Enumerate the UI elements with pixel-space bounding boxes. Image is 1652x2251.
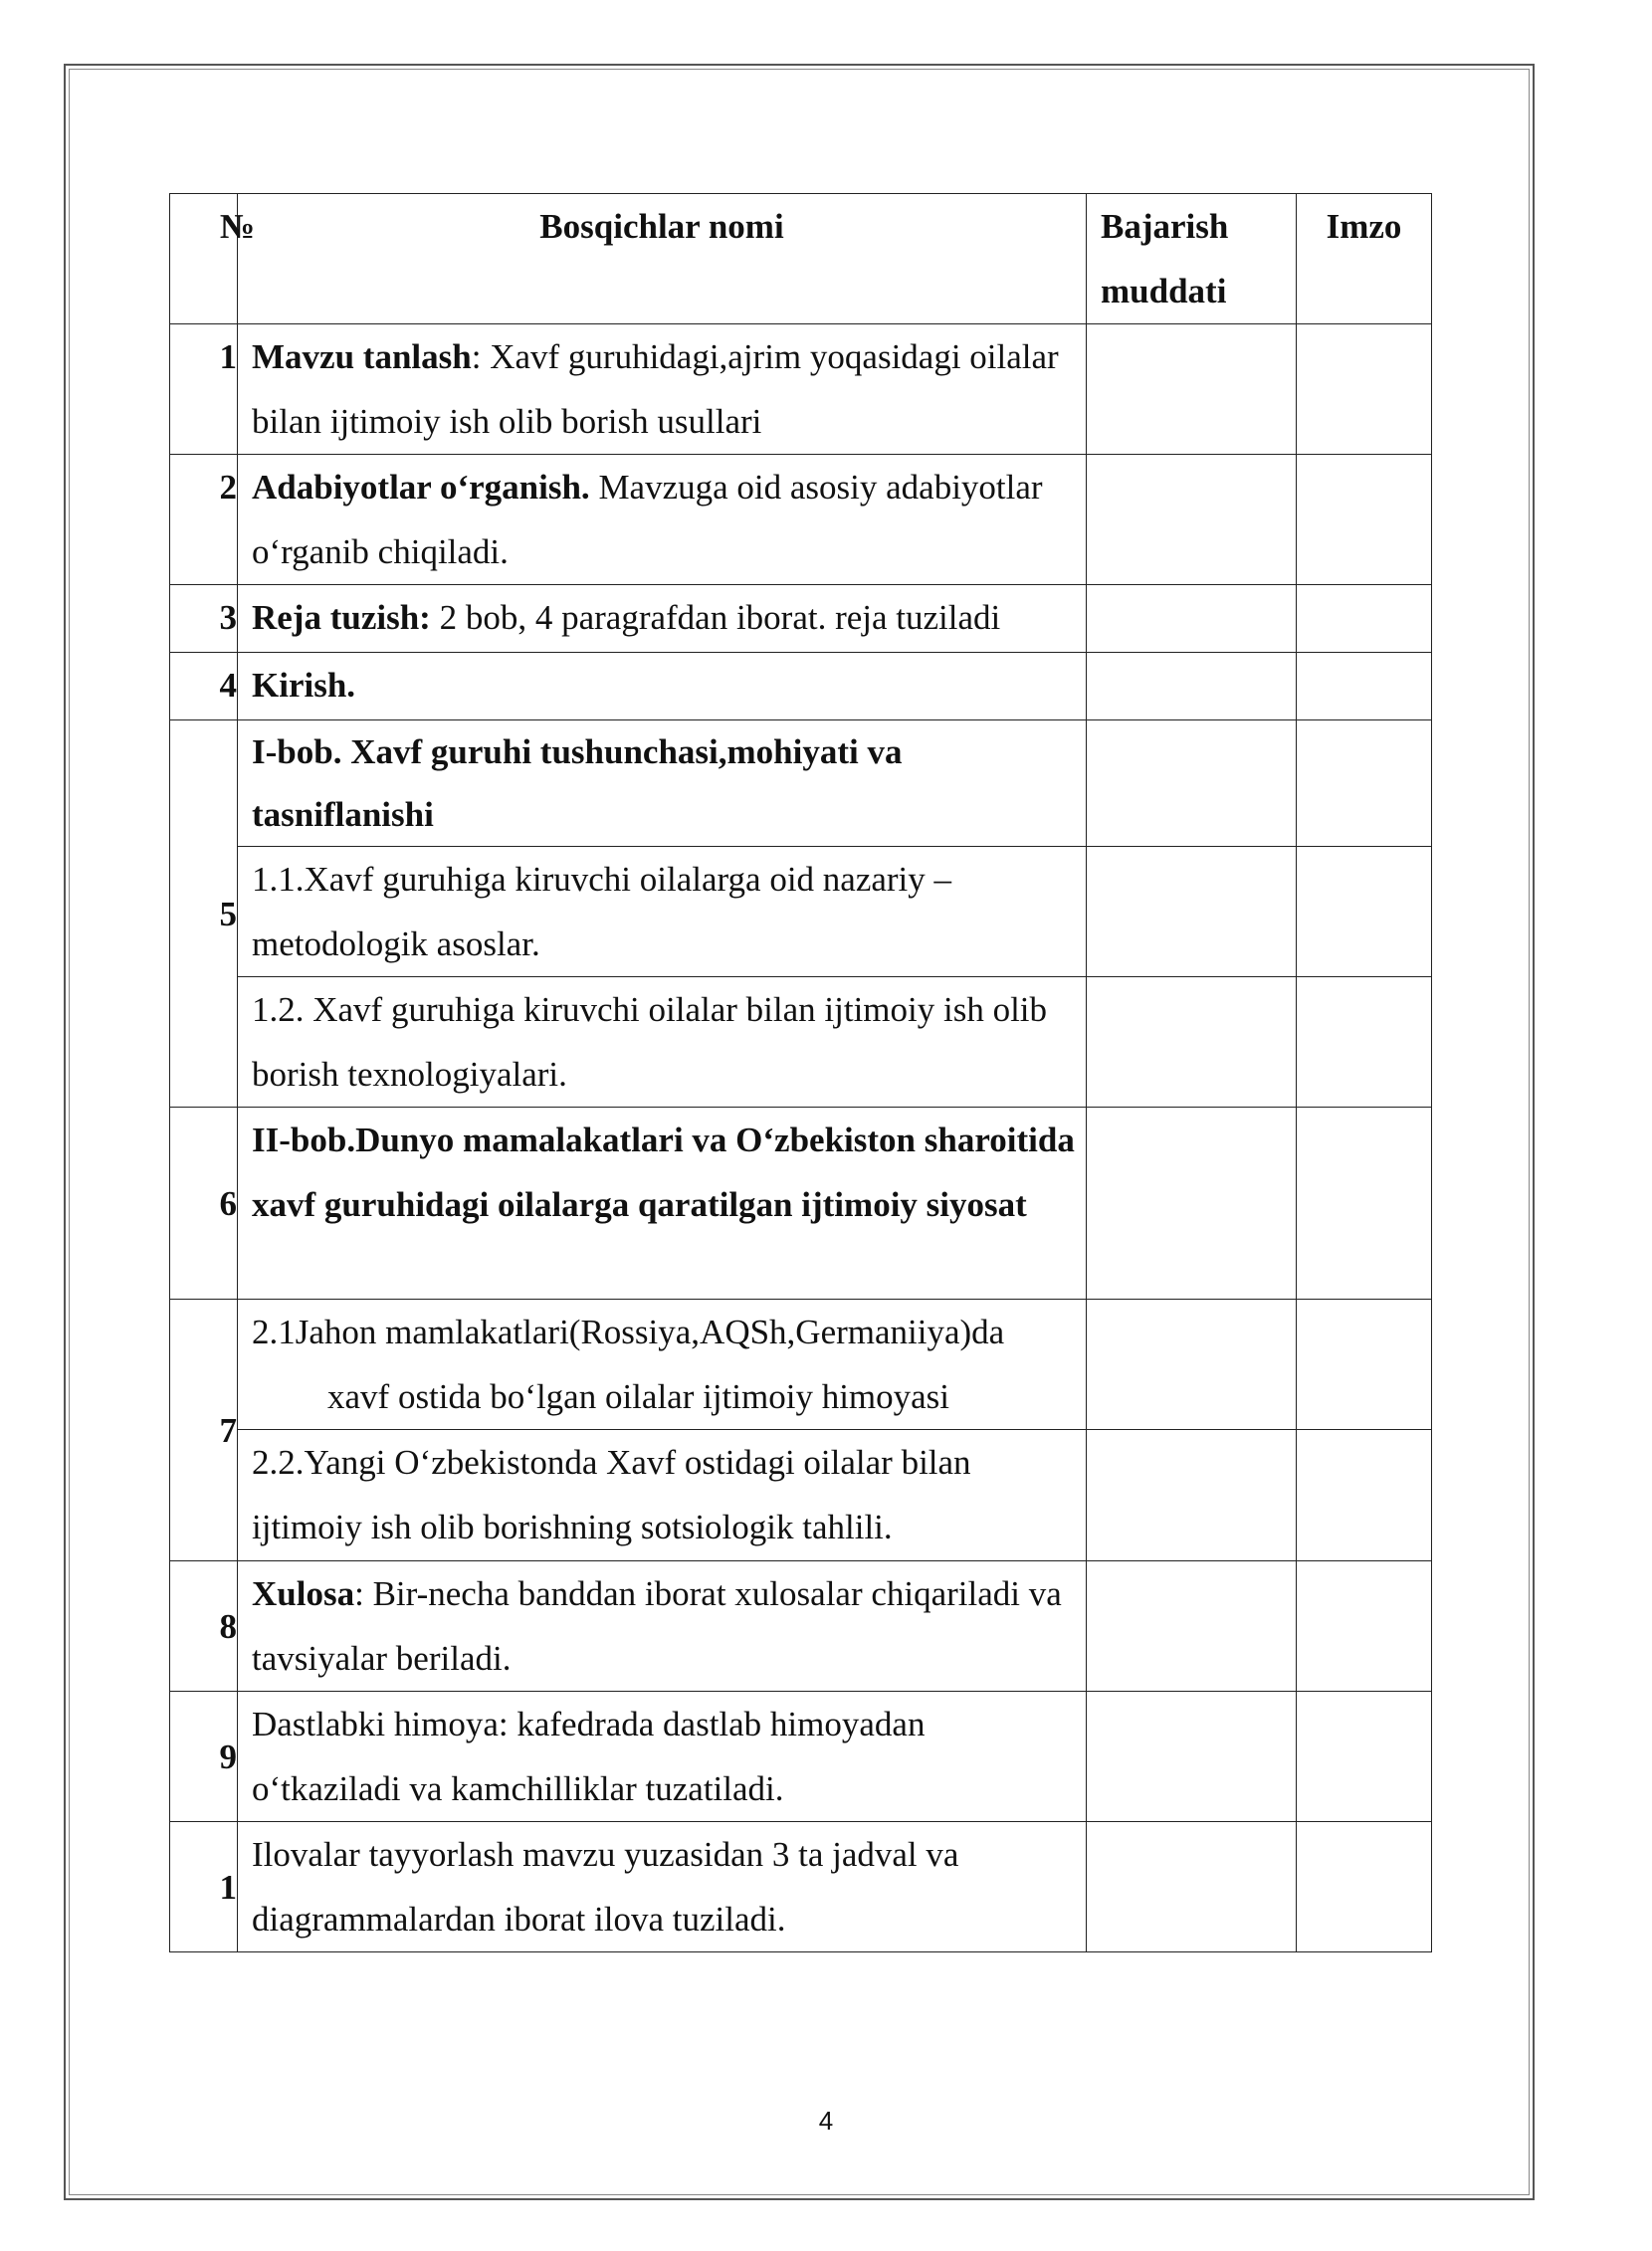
table-row xyxy=(170,1822,1432,1952)
section-title-line: 2.1Jahon mamlakatlari(Rossiya,AQSh,Germaniiya)da xyxy=(252,1313,1005,1351)
table-header-row xyxy=(170,194,1432,324)
signature-cell[interactable] xyxy=(1297,455,1432,585)
deadline-cell[interactable] xyxy=(1087,1430,1297,1561)
stage-description: : Bir-necha banddan iborat xulosalar chiqariladi va tavsiyalar beriladi. xyxy=(252,1574,1062,1678)
deadline-cell[interactable] xyxy=(1087,1692,1297,1822)
section-title: 2.2.Yangi Oʻzbekistonda Xavf ostidagi oilalar bilan ijtimoiy ish olib borishning sotsiologik tahlili. xyxy=(238,1430,1087,1561)
stage-description: Mavzuga oid asosiy adabiyotlar oʻrganib chiqiladi. xyxy=(252,468,1043,571)
section-title: 1.2. Xavf guruhiga kiruvchi oilalar bilan ijtimoiy ish olib borish texnologiyalari. xyxy=(238,977,1087,1108)
chapter-title: I-bob. Xavf guruhi tushunchasi,mohiyati va tasniflanishi xyxy=(238,720,1087,847)
table-row xyxy=(170,977,1432,1108)
row-number: 6 xyxy=(170,1108,238,1300)
row-number: 7 xyxy=(170,1300,238,1561)
table-row xyxy=(170,324,1432,455)
row-number: 9 xyxy=(170,1692,238,1822)
stage-title: Reja tuzish: xyxy=(252,598,431,637)
signature-cell[interactable] xyxy=(1297,1822,1432,1952)
stage-description: : Xavf guruhidagi,ajrim yoqasidagi oilalar bilan ijtimoiy ish olib borish usullari xyxy=(252,337,1059,441)
section-title-line: xavf ostida boʻlgan oilalar ijtimoiy himoyasi xyxy=(327,1377,950,1416)
page-number: 4 xyxy=(818,2106,834,2136)
deadline-cell[interactable] xyxy=(1087,1561,1297,1692)
row-number: 3 xyxy=(170,585,238,653)
table-row xyxy=(170,653,1432,720)
header-number: № xyxy=(170,194,238,324)
deadline-cell[interactable] xyxy=(1087,324,1297,455)
signature-cell[interactable] xyxy=(1297,1692,1432,1822)
deadline-cell[interactable] xyxy=(1087,653,1297,720)
stage-cell xyxy=(238,1822,1087,1952)
header-stage-name: Bosqichlar nomi xyxy=(238,194,1087,324)
stage-title: Xulosa xyxy=(252,1574,355,1613)
row-number: 2 xyxy=(170,455,238,585)
deadline-cell[interactable] xyxy=(1087,720,1297,847)
stage-cell xyxy=(238,585,1087,653)
header-signature: Imzo xyxy=(1297,194,1432,324)
signature-cell[interactable] xyxy=(1297,1561,1432,1692)
table-row xyxy=(170,1108,1432,1300)
row-number: 4 xyxy=(170,653,238,720)
signature-cell[interactable] xyxy=(1297,653,1432,720)
stage-description: Dastlabki himoya: kafedrada dastlab himoyadan oʻtkaziladi va kamchilliklar tuzatiladi. xyxy=(252,1705,926,1808)
stage-cell xyxy=(238,653,1087,720)
section-title: 1.1.Xavf guruhiga kiruvchi oilalarga oid nazariy – metodologik asoslar. xyxy=(238,847,1087,977)
row-number: 5 xyxy=(170,720,238,1108)
signature-cell[interactable] xyxy=(1297,977,1432,1108)
stage-cell xyxy=(238,455,1087,585)
signature-cell[interactable] xyxy=(1297,1300,1432,1430)
signature-cell[interactable] xyxy=(1297,720,1432,847)
table-row xyxy=(170,1692,1432,1822)
section-title xyxy=(238,1300,1087,1430)
signature-cell[interactable] xyxy=(1297,585,1432,653)
deadline-cell[interactable] xyxy=(1087,847,1297,977)
table-row xyxy=(170,455,1432,585)
stage-title: Mavzu tanlash xyxy=(252,337,472,376)
signature-cell[interactable] xyxy=(1297,1108,1432,1300)
stages-table xyxy=(169,193,1432,1952)
deadline-cell[interactable] xyxy=(1087,1108,1297,1300)
stage-cell xyxy=(238,1692,1087,1822)
stage-title: Kirish. xyxy=(252,666,356,705)
stage-title: Adabiyotlar oʻrganish. xyxy=(252,468,590,507)
table-row xyxy=(170,847,1432,977)
table-row xyxy=(170,720,1432,847)
stage-description: 2 bob, 4 paragrafdan iborat. reja tuziladi xyxy=(430,598,1001,637)
row-number: 1 xyxy=(170,324,238,455)
table-row xyxy=(170,1561,1432,1692)
deadline-cell[interactable] xyxy=(1087,455,1297,585)
stage-description: Ilovalar tayyorlash mavzu yuzasidan 3 ta jadval va diagrammalardan iborat ilova tuziladi. xyxy=(252,1835,959,1939)
row-number: 8 xyxy=(170,1561,238,1692)
signature-cell[interactable] xyxy=(1297,1430,1432,1561)
row-number: 1 xyxy=(170,1822,238,1952)
deadline-cell[interactable] xyxy=(1087,585,1297,653)
chapter-title: II-bob.Dunyo mamalakatlari va Oʻzbekiston sharoitida xavf guruhidagi oilalarga qaratilgan ijtimoiy siyosat xyxy=(238,1108,1087,1300)
stage-cell xyxy=(238,324,1087,455)
table-row xyxy=(170,585,1432,653)
signature-cell[interactable] xyxy=(1297,847,1432,977)
deadline-cell[interactable] xyxy=(1087,977,1297,1108)
signature-cell[interactable] xyxy=(1297,324,1432,455)
deadline-cell[interactable] xyxy=(1087,1300,1297,1430)
table-row xyxy=(170,1430,1432,1561)
table-row xyxy=(170,1300,1432,1430)
stage-cell xyxy=(238,1561,1087,1692)
deadline-cell[interactable] xyxy=(1087,1822,1297,1952)
header-deadline: Bajarish muddati xyxy=(1087,194,1297,324)
